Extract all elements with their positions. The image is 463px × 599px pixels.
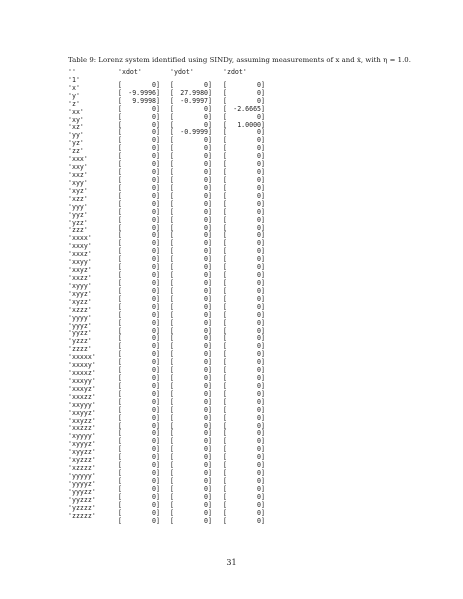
ydot-cell: [ 0]: [170, 413, 212, 422]
ydot-cell: [ 0]: [170, 168, 212, 177]
ydot-cell: [ 0]: [170, 302, 212, 311]
term-cell: 'yyy': [68, 202, 88, 211]
zdot-cell: [ 0]: [223, 152, 265, 161]
xdot-cell: [ 0]: [118, 437, 160, 446]
zdot-cell: [ 0]: [223, 80, 265, 89]
zdot-cell: [ 0]: [223, 358, 265, 367]
term-cell: 'xyzz': [68, 297, 92, 306]
ydot-cell: [ 0]: [170, 405, 212, 414]
table-caption-text: Lorenz system identified using SINDy, assuming measurements of x and ẋ, with η = 1.0.: [98, 56, 411, 64]
header-term: '': [68, 68, 76, 76]
term-cell: 'xxzzz': [68, 424, 96, 433]
term-cell: 'xx': [68, 107, 84, 116]
xdot-cell: [ 0]: [118, 350, 160, 359]
term-cell: 'zzzz': [68, 345, 92, 354]
term-cell: 'xxz': [68, 170, 88, 179]
ydot-cell: [ 0]: [170, 492, 212, 501]
xdot-cell: [ 0]: [118, 263, 160, 272]
term-cell: 'xxzz': [68, 273, 92, 282]
ydot-cell: [ 0]: [170, 429, 212, 438]
xdot-cell: [ 0]: [118, 484, 160, 493]
term-cell: 'xxy': [68, 163, 88, 172]
ydot-cell: [ 0]: [170, 516, 212, 525]
ydot-cell: [ 0]: [170, 477, 212, 486]
identified-coefficients-table: [68, 68, 265, 525]
ydot-cell: [ 0]: [170, 342, 212, 351]
xdot-cell: [ 0]: [118, 500, 160, 509]
term-cell: 'xxyy': [68, 258, 92, 267]
zdot-cell: [ 0]: [223, 413, 265, 422]
ydot-cell: [ 0]: [170, 191, 212, 200]
xdot-cell: [ 0]: [118, 429, 160, 438]
ydot-cell: [ 0]: [170, 484, 212, 493]
ydot-cell: [ 0]: [170, 310, 212, 319]
term-cell: 'xxxx': [68, 234, 92, 243]
xdot-cell: [ 0]: [118, 445, 160, 454]
xdot-cell: [ 9.9998]: [118, 96, 160, 105]
term-cell: 'xyyzz': [68, 448, 96, 457]
ydot-cell: [ 0]: [170, 366, 212, 375]
ydot-cell: [ -0.9997]: [170, 96, 212, 105]
xdot-cell: [ 0]: [118, 508, 160, 517]
term-cell: 'xyyyz': [68, 440, 96, 449]
zdot-cell: [ 0]: [223, 183, 265, 192]
term-cell: 'xxyzz': [68, 416, 96, 425]
ydot-cell: [ 0]: [170, 318, 212, 327]
xdot-cell: [ 0]: [118, 469, 160, 478]
zdot-cell: [ 0]: [223, 168, 265, 177]
ydot-cell: [ 0]: [170, 278, 212, 287]
table-row: [68, 511, 265, 525]
xdot-cell: [ 0]: [118, 183, 160, 192]
zdot-cell: [ 0]: [223, 286, 265, 295]
zdot-cell: [ 0]: [223, 461, 265, 470]
zdot-cell: [ 0]: [223, 397, 265, 406]
ydot-cell: [ 0]: [170, 160, 212, 169]
xdot-cell: [ 0]: [118, 381, 160, 390]
header-zdot: 'zdot': [223, 68, 247, 76]
xdot-cell: [ 0]: [118, 144, 160, 153]
zdot-cell: [ 0]: [223, 429, 265, 438]
zdot-cell: [ 0]: [223, 374, 265, 383]
term-cell: 'xxxxy': [68, 361, 96, 370]
ydot-cell: [ 0]: [170, 112, 212, 121]
zdot-cell: [ 0]: [223, 469, 265, 478]
term-cell: 'xxxy': [68, 242, 92, 251]
zdot-cell: [ 0]: [223, 271, 265, 280]
zdot-cell: [ 0]: [223, 437, 265, 446]
term-cell: 'xxyyy': [68, 400, 96, 409]
term-cell: 'yyzz': [68, 329, 92, 338]
zdot-cell: [ 0]: [223, 136, 265, 145]
zdot-cell: [ 0]: [223, 215, 265, 224]
xdot-cell: [ -9.9996]: [118, 88, 160, 97]
xdot-cell: [ 0]: [118, 302, 160, 311]
term-cell: 'xxxzz': [68, 392, 96, 401]
table-caption: [68, 56, 411, 64]
xdot-cell: [ 0]: [118, 374, 160, 383]
ydot-cell: [ 0]: [170, 255, 212, 264]
xdot-cell: [ 0]: [118, 318, 160, 327]
zdot-cell: [ 0]: [223, 334, 265, 343]
page-number: 31: [226, 558, 237, 567]
term-cell: 'x': [68, 83, 80, 92]
zdot-cell: [ 0]: [223, 144, 265, 153]
header-ydot: 'ydot': [170, 68, 194, 76]
xdot-cell: [ 0]: [118, 492, 160, 501]
ydot-cell: [ 0]: [170, 207, 212, 216]
zdot-cell: [ 0]: [223, 453, 265, 462]
ydot-cell: [ 0]: [170, 80, 212, 89]
term-cell: 'yyyz': [68, 321, 92, 330]
term-cell: 'xy': [68, 115, 84, 124]
header-xdot: 'xdot': [118, 68, 142, 76]
xdot-cell: [ 0]: [118, 239, 160, 248]
ydot-cell: [ 0]: [170, 350, 212, 359]
zdot-cell: [ 0]: [223, 255, 265, 264]
zdot-cell: [ 0]: [223, 263, 265, 272]
zdot-cell: [ -2.6665]: [223, 104, 265, 113]
term-cell: 'xyzzz': [68, 456, 96, 465]
xdot-cell: [ 0]: [118, 207, 160, 216]
ydot-cell: [ 0]: [170, 421, 212, 430]
term-cell: 'z': [68, 99, 80, 108]
term-cell: 'xzzzz': [68, 464, 96, 473]
xdot-cell: [ 0]: [118, 199, 160, 208]
zdot-cell: [ 0]: [223, 239, 265, 248]
term-cell: 'yyyyz': [68, 479, 96, 488]
xdot-cell: [ 0]: [118, 389, 160, 398]
ydot-cell: [ 0]: [170, 445, 212, 454]
xdot-cell: [ 0]: [118, 342, 160, 351]
term-cell: 'xyy': [68, 178, 88, 187]
ydot-cell: [ 0]: [170, 215, 212, 224]
ydot-cell: [ 0]: [170, 199, 212, 208]
zdot-cell: [ 0]: [223, 366, 265, 375]
ydot-cell: [ 0]: [170, 381, 212, 390]
xdot-cell: [ 0]: [118, 175, 160, 184]
zdot-cell: [ 0]: [223, 88, 265, 97]
xdot-cell: [ 0]: [118, 294, 160, 303]
term-cell: 'xxxyy': [68, 376, 96, 385]
zdot-cell: [ 0]: [223, 175, 265, 184]
term-cell: 'yyyy': [68, 313, 92, 322]
term-cell: 'zzz': [68, 226, 88, 235]
zdot-cell: [ 0]: [223, 516, 265, 525]
ydot-cell: [ 27.9980]: [170, 88, 212, 97]
ydot-cell: [ 0]: [170, 104, 212, 113]
ydot-cell: [ 0]: [170, 223, 212, 232]
zdot-cell: [ 0]: [223, 247, 265, 256]
xdot-cell: [ 0]: [118, 160, 160, 169]
ydot-cell: [ 0]: [170, 136, 212, 145]
xdot-cell: [ 0]: [118, 461, 160, 470]
xdot-cell: [ 0]: [118, 152, 160, 161]
zdot-cell: [ 0]: [223, 445, 265, 454]
term-cell: 'xxyz': [68, 266, 92, 275]
term-cell: 'xzzz': [68, 305, 92, 314]
zdot-cell: [ 0]: [223, 191, 265, 200]
term-cell: 'xz': [68, 123, 84, 132]
xdot-cell: [ 0]: [118, 286, 160, 295]
term-cell: 'yyyyy': [68, 472, 96, 481]
term-cell: 'xyz': [68, 186, 88, 195]
xdot-cell: [ 0]: [118, 405, 160, 414]
ydot-cell: [ 0]: [170, 334, 212, 343]
term-cell: 'yz': [68, 139, 84, 148]
zdot-cell: [ 0]: [223, 160, 265, 169]
zdot-cell: [ 0]: [223, 500, 265, 509]
zdot-cell: [ 0]: [223, 326, 265, 335]
xdot-cell: [ 0]: [118, 421, 160, 430]
ydot-cell: [ 0]: [170, 389, 212, 398]
zdot-cell: [ 0]: [223, 484, 265, 493]
zdot-cell: [ 0]: [223, 223, 265, 232]
xdot-cell: [ 0]: [118, 80, 160, 89]
term-cell: 'xyyyy': [68, 432, 96, 441]
xdot-cell: [ 0]: [118, 191, 160, 200]
term-cell: 'zzzzz': [68, 511, 96, 520]
zdot-cell: [ 0]: [223, 342, 265, 351]
ydot-cell: [ 0]: [170, 239, 212, 248]
xdot-cell: [ 0]: [118, 136, 160, 145]
term-cell: 'xyyy': [68, 281, 92, 290]
ydot-cell: [ 0]: [170, 437, 212, 446]
term-cell: 'xxyyz': [68, 408, 96, 417]
zdot-cell: [ 0]: [223, 207, 265, 216]
term-cell: '1': [68, 75, 80, 84]
ydot-cell: [ 0]: [170, 397, 212, 406]
zdot-cell: [ 0]: [223, 318, 265, 327]
term-cell: 'yzzz': [68, 337, 92, 346]
table-caption-label: Table 9:: [68, 56, 97, 64]
xdot-cell: [ 0]: [118, 326, 160, 335]
ydot-cell: [ 0]: [170, 271, 212, 280]
term-cell: 'xxxxx': [68, 353, 96, 362]
xdot-cell: [ 0]: [118, 128, 160, 137]
ydot-cell: [ -0.9999]: [170, 128, 212, 137]
ydot-cell: [ 0]: [170, 144, 212, 153]
zdot-cell: [ 0]: [223, 492, 265, 501]
term-cell: 'yyyzz': [68, 487, 96, 496]
ydot-cell: [ 0]: [170, 461, 212, 470]
zdot-cell: [ 0]: [223, 278, 265, 287]
ydot-cell: [ 0]: [170, 120, 212, 129]
zdot-cell: [ 0]: [223, 199, 265, 208]
xdot-cell: [ 0]: [118, 310, 160, 319]
zdot-cell: [ 0]: [223, 128, 265, 137]
zdot-cell: [ 0]: [223, 421, 265, 430]
xdot-cell: [ 0]: [118, 255, 160, 264]
ydot-cell: [ 0]: [170, 500, 212, 509]
term-cell: 'xyyz': [68, 289, 92, 298]
term-cell: 'yyzzz': [68, 495, 96, 504]
xdot-cell: [ 0]: [118, 278, 160, 287]
table-body: [68, 75, 265, 525]
xdot-cell: [ 0]: [118, 516, 160, 525]
ydot-cell: [ 0]: [170, 358, 212, 367]
term-cell: 'xxxxz': [68, 369, 96, 378]
ydot-cell: [ 0]: [170, 175, 212, 184]
xdot-cell: [ 0]: [118, 413, 160, 422]
zdot-cell: [ 0]: [223, 231, 265, 240]
ydot-cell: [ 0]: [170, 152, 212, 161]
xdot-cell: [ 0]: [118, 247, 160, 256]
ydot-cell: [ 0]: [170, 374, 212, 383]
term-cell: 'yyz': [68, 210, 88, 219]
xdot-cell: [ 0]: [118, 231, 160, 240]
zdot-cell: [ 0]: [223, 381, 265, 390]
xdot-cell: [ 0]: [118, 271, 160, 280]
xdot-cell: [ 0]: [118, 397, 160, 406]
term-cell: 'zz': [68, 147, 84, 156]
term-cell: 'xxxyz': [68, 384, 96, 393]
xdot-cell: [ 0]: [118, 477, 160, 486]
zdot-cell: [ 0]: [223, 96, 265, 105]
ydot-cell: [ 0]: [170, 247, 212, 256]
term-cell: 'yzzzz': [68, 503, 96, 512]
ydot-cell: [ 0]: [170, 326, 212, 335]
term-cell: 'xzz': [68, 194, 88, 203]
zdot-cell: [ 0]: [223, 405, 265, 414]
term-cell: 'xxx': [68, 155, 88, 164]
xdot-cell: [ 0]: [118, 223, 160, 232]
zdot-cell: [ 0]: [223, 302, 265, 311]
ydot-cell: [ 0]: [170, 231, 212, 240]
zdot-cell: [ 0]: [223, 310, 265, 319]
xdot-cell: [ 0]: [118, 366, 160, 375]
zdot-cell: [ 1.0000]: [223, 120, 265, 129]
xdot-cell: [ 0]: [118, 168, 160, 177]
zdot-cell: [ 0]: [223, 477, 265, 486]
zdot-cell: [ 0]: [223, 508, 265, 517]
ydot-cell: [ 0]: [170, 469, 212, 478]
ydot-cell: [ 0]: [170, 263, 212, 272]
zdot-cell: [ 0]: [223, 112, 265, 121]
xdot-cell: [ 0]: [118, 453, 160, 462]
ydot-cell: [ 0]: [170, 286, 212, 295]
term-cell: 'xxxz': [68, 250, 92, 259]
zdot-cell: [ 0]: [223, 294, 265, 303]
ydot-cell: [ 0]: [170, 453, 212, 462]
zdot-cell: [ 0]: [223, 389, 265, 398]
xdot-cell: [ 0]: [118, 104, 160, 113]
ydot-cell: [ 0]: [170, 183, 212, 192]
xdot-cell: [ 0]: [118, 112, 160, 121]
xdot-cell: [ 0]: [118, 215, 160, 224]
zdot-cell: [ 0]: [223, 350, 265, 359]
term-cell: 'y': [68, 91, 80, 100]
ydot-cell: [ 0]: [170, 508, 212, 517]
term-cell: 'yzz': [68, 218, 88, 227]
xdot-cell: [ 0]: [118, 358, 160, 367]
xdot-cell: [ 0]: [118, 120, 160, 129]
term-cell: 'yy': [68, 131, 84, 140]
xdot-cell: [ 0]: [118, 334, 160, 343]
ydot-cell: [ 0]: [170, 294, 212, 303]
